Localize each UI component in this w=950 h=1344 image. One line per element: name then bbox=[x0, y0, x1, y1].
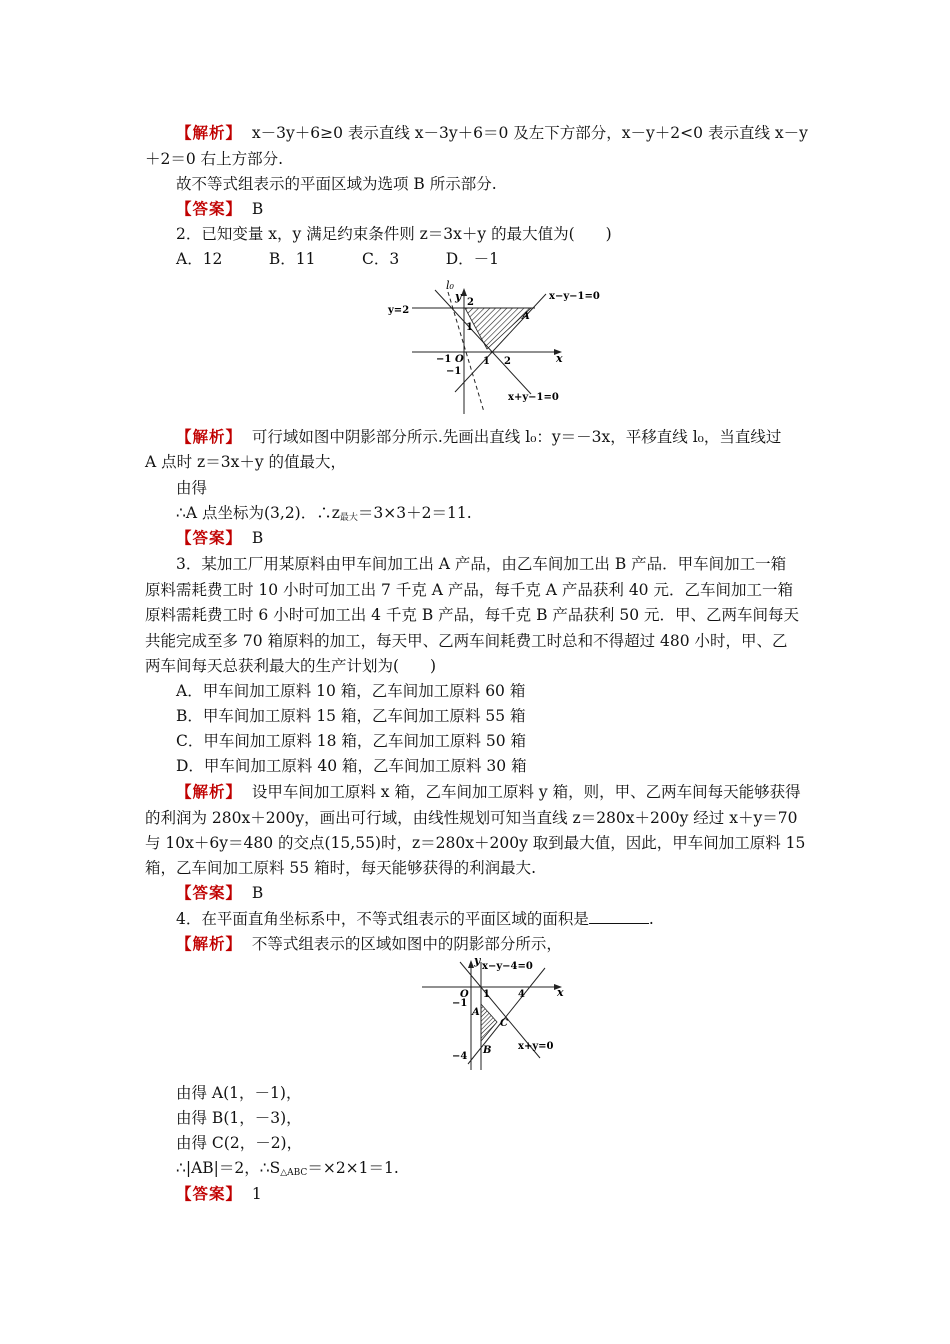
label-origin: O bbox=[455, 354, 464, 365]
q3-analysis-line3: 与 10x＋6y＝480 的交点(15,55)时，z＝280x＋200y 取到最大值，因此，甲车间加工原料 15 bbox=[145, 834, 806, 852]
q2-figure bbox=[385, 270, 600, 420]
q3-analysis-line4: 箱，乙车间加工原料 55 箱时，每天能够获得的利润最大. bbox=[145, 859, 537, 877]
q4-result-line1: 由得 A(1，－1)， bbox=[176, 1084, 302, 1102]
label-y-eq-2: y=2 bbox=[388, 305, 410, 316]
analysis-tag: 【解析】 bbox=[176, 934, 243, 953]
answer-tag: 【答案】 bbox=[176, 1184, 243, 1203]
y-axis-arrow bbox=[461, 288, 467, 296]
label-x-axis: x bbox=[557, 986, 564, 999]
p1-answer: 【答案】 B bbox=[176, 199, 264, 218]
label-point-b: B bbox=[483, 1045, 492, 1056]
tick-x-2: 2 bbox=[504, 356, 511, 367]
answer-tag: 【答案】 bbox=[176, 528, 243, 547]
tick-x-1: 1 bbox=[483, 989, 490, 1000]
analysis-tag: 【解析】 bbox=[176, 123, 243, 142]
q4-result-line3: 由得 C(2，－2)， bbox=[176, 1134, 303, 1152]
q2-options: A．12 B．11 C．3 D．－1 bbox=[176, 250, 500, 268]
line-x-plus-y-minus-1 bbox=[435, 290, 531, 394]
tick-y-1: 1 bbox=[466, 322, 473, 333]
q4-result-line4: ∴|AB|＝2，$\therefore S_{\triangle ABC}=\times 2\times 1=1$. bbox=[176, 1159, 399, 1178]
q2-analysis-line4: ∴A 点坐标为(3,2)．$\therefore z_{最大}=3\times 3+2=11$. bbox=[176, 504, 472, 523]
tick-y-2: 2 bbox=[467, 297, 474, 308]
q4-stem: 4．在平面直角坐标系中，不等式组表示的平面区域的面积是 . bbox=[176, 910, 654, 928]
p1-analysis-line1: 【解析】 x－3y＋6≥0 表示直线 x－3y＋6＝0 及左下方部分，x－y＋2<0 表示直线 x－y bbox=[176, 123, 808, 142]
tick-x-1: 1 bbox=[483, 356, 490, 367]
label-point-a: A bbox=[522, 311, 530, 322]
q3-stem-line2: 原料需耗费工时 10 小时可加工出 7 千克 A 产品，每千克 A 产品获利 40 元．乙车间加工一箱 bbox=[145, 581, 793, 599]
tick-x-minus-1: −1 bbox=[436, 354, 452, 365]
q3-option-c: C．甲车间加工原料 18 箱，乙车间加工原料 50 箱 bbox=[176, 732, 527, 750]
tick-y-minus-4: −4 bbox=[452, 1051, 468, 1062]
tick-y-minus-1: −1 bbox=[446, 366, 462, 377]
q3-stem-line4: 共能完成至多 70 箱原料的加工，每天甲、乙两车间耗费工时总和不得超过 480 小时，甲、乙 bbox=[145, 632, 788, 650]
q2-answer: 【答案】 B bbox=[176, 528, 264, 547]
q4-analysis-line1: 【解析】 不等式组表示的区域如图中的阴影部分所示， bbox=[176, 934, 562, 953]
label-point-a: A bbox=[472, 1007, 480, 1018]
shaded-triangle bbox=[481, 1004, 497, 1041]
q2-stem: 2．已知变量 x，y 满足约束条件则 z＝3x＋y 的最大值为( ) bbox=[176, 225, 612, 243]
label-point-c: C bbox=[500, 1018, 508, 1029]
analysis-tag: 【解析】 bbox=[176, 427, 243, 446]
q2-analysis-line3: 由得 bbox=[176, 479, 208, 497]
label-line1: x−y−4=0 bbox=[482, 961, 533, 972]
label-y-axis: y bbox=[455, 290, 462, 303]
label-x-axis: x bbox=[556, 352, 563, 365]
label-origin: O bbox=[460, 989, 469, 1000]
p1-analysis-line2: ＋2＝0 右上方部分. bbox=[145, 150, 284, 168]
label-y-axis: y bbox=[474, 955, 481, 967]
q3-option-a: A．甲车间加工原料 10 箱，乙车间加工原料 60 箱 bbox=[176, 682, 526, 700]
q4-figure bbox=[420, 955, 570, 1075]
p1-analysis-line3: 故不等式组表示的平面区域为选项 B 所示部分. bbox=[176, 175, 497, 193]
q3-stem-line3: 原料需耗费工时 6 小时可加工出 4 千克 B 产品，每千克 B 产品获利 50 元．甲、乙两车间每天 bbox=[145, 606, 799, 624]
label-line2: x+y−1=0 bbox=[508, 392, 559, 403]
answer-tag: 【答案】 bbox=[176, 199, 243, 218]
label-l0: l₀ bbox=[446, 279, 454, 292]
q4-result-line2: 由得 B(1，－3)， bbox=[176, 1109, 302, 1127]
q3-analysis-line2: 的利润为 280x＋200y，画出可行域，由线性规划可知当直线 z＝280x＋200y 经过 x＋y＝70 bbox=[145, 809, 798, 827]
label-line1: x−y−1=0 bbox=[549, 291, 600, 302]
tick-x-4: 4 bbox=[518, 989, 525, 1000]
q4-answer: 【答案】 1 bbox=[176, 1184, 262, 1203]
q3-stem-line5: 两车间每天总获利最大的生产计划为( ) bbox=[145, 657, 437, 675]
q2-analysis-line2: A 点时 z＝3x＋y 的值最大， bbox=[145, 453, 347, 471]
q3-stem-line1: 3．某加工厂用某原料由甲车间加工出 A 产品，由乙车间加工出 B 产品．甲车间加工一箱 bbox=[176, 555, 787, 573]
answer-tag: 【答案】 bbox=[176, 883, 243, 902]
label-line2: x+y=0 bbox=[518, 1041, 554, 1052]
q2-analysis-line1: 【解析】 可行域如图中阴影部分所示.先画出直线 l₀：y＝－3x，平移直线 l₀，当直线过 bbox=[176, 427, 782, 446]
answer-blank bbox=[589, 909, 649, 924]
tick-y-minus-1: −1 bbox=[452, 998, 468, 1009]
q3-answer: 【答案】 B bbox=[176, 883, 264, 902]
analysis-tag: 【解析】 bbox=[176, 782, 243, 801]
q3-option-b: B．甲车间加工原料 15 箱，乙车间加工原料 55 箱 bbox=[176, 707, 526, 725]
q3-option-d: D．甲车间加工原料 40 箱，乙车间加工原料 30 箱 bbox=[176, 757, 527, 775]
q3-analysis-line1: 【解析】 设甲车间加工原料 x 箱，乙车间加工原料 y 箱，则，甲、乙两车间每天能够获得 bbox=[176, 782, 801, 801]
